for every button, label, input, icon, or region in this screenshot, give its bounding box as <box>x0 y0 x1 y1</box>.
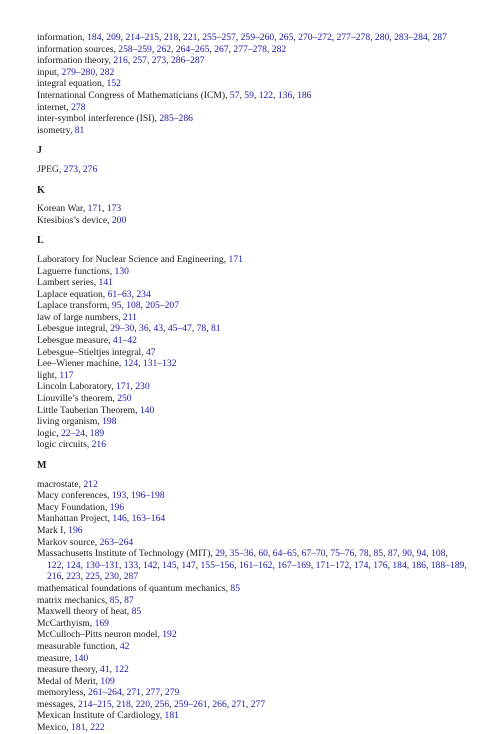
page-link[interactable]: 258–259 <box>118 43 152 55</box>
page-link[interactable]: 171–172 <box>315 559 350 571</box>
page-link[interactable]: 43 <box>153 323 164 335</box>
index-term: Medal of Merit, <box>37 675 101 687</box>
index-entry <box>37 335 467 347</box>
page-link[interactable]: 108 <box>431 548 446 560</box>
page-link[interactable]: 130 <box>114 265 129 277</box>
page-link[interactable]: 61–63 <box>107 288 132 300</box>
index-term: mathematical foundations of quantum mechanics, <box>37 582 231 594</box>
page-link[interactable]: 41–42 <box>112 335 137 347</box>
index-term: information theory, <box>37 55 114 67</box>
page-link[interactable]: 141 <box>98 277 113 289</box>
index-term: integral equation, <box>37 78 107 90</box>
index-entry <box>37 583 467 595</box>
page-link[interactable]: 277 <box>250 698 266 710</box>
index-term: law of large numbers, <box>37 311 123 323</box>
page-link[interactable]: 95 <box>111 300 122 312</box>
index-term: inter-symbol interference (ISI), <box>37 113 160 125</box>
page-link[interactable]: 181 <box>164 710 179 722</box>
page-link[interactable]: 22–24 <box>60 427 85 439</box>
page-link[interactable]: 222 <box>90 722 105 734</box>
index-term: logic, <box>37 427 61 439</box>
page-link[interactable]: 216 <box>47 571 62 583</box>
index-entry: Lebesgue integral, 29–30, 36, 43, 45–47, 78, 81 <box>37 323 221 335</box>
section-letter-l: L <box>37 235 44 247</box>
page-link[interactable]: 122 <box>258 89 274 101</box>
index-entry <box>37 113 467 125</box>
index-entry: messages, 214–215, 218, 220, 256, 259–261, 266, 271, 277 <box>37 698 266 710</box>
index-entry <box>37 653 467 665</box>
page-link[interactable]: 264–265 <box>175 43 210 55</box>
page-link[interactable]: 184 <box>392 559 407 571</box>
page-link[interactable]: 263–264 <box>99 536 134 548</box>
page-link[interactable]: 205–207 <box>145 300 180 312</box>
page-link[interactable]: 271 <box>231 698 246 710</box>
page-link[interactable]: 140 <box>139 404 155 416</box>
index-page <box>37 32 467 734</box>
index-entry <box>37 405 467 417</box>
index-entry: Korean War, 171, 173 <box>37 203 122 215</box>
page-link[interactable]: 29 <box>215 548 225 560</box>
page-link[interactable]: 59 <box>244 89 254 101</box>
index-term: Little Tauberian Theorem, <box>37 404 140 416</box>
index-term: measurable function, <box>37 640 120 652</box>
page-link[interactable]: 133 <box>123 559 139 571</box>
page-link[interactable]: 75–76 <box>330 548 355 560</box>
page-link[interactable]: 109 <box>100 675 115 687</box>
page-link[interactable]: 188–189 <box>430 559 465 571</box>
index-term: logic circuits, <box>37 439 92 451</box>
index-term: Ktesibios’s device, <box>37 214 112 226</box>
page-link[interactable]: 47 <box>145 346 156 358</box>
index-term: Laplace equation, <box>37 288 108 300</box>
page-link[interactable]: 271 <box>126 687 141 699</box>
index-term: Macy conferences, <box>37 490 112 502</box>
page-link[interactable]: 230 <box>135 381 150 393</box>
index-entry <box>37 479 467 491</box>
page-link[interactable]: 174 <box>354 559 369 571</box>
page-link[interactable]: 41 <box>100 664 110 676</box>
index-entry: matrix mechanics, 85, 87 <box>37 594 134 606</box>
page-link[interactable]: 193 <box>111 490 127 502</box>
index-term: JPEG, <box>37 163 64 175</box>
page-link[interactable]: 29–30 <box>110 323 135 335</box>
index-term: isometry, <box>37 124 75 136</box>
index-entry: Laplace equation, 61–63, 234 <box>37 288 151 300</box>
page-link[interactable]: 117 <box>59 369 74 381</box>
index-entry <box>37 629 467 641</box>
page-link[interactable]: 85 <box>373 548 384 560</box>
page-link[interactable]: 280 <box>374 32 390 43</box>
page-link[interactable]: 171 <box>87 203 103 215</box>
index-entry: Mexico, 181, 222 <box>37 722 105 734</box>
index-entry <box>37 125 467 137</box>
page-link[interactable]: 198 <box>102 416 117 428</box>
page-link[interactable]: 196 <box>68 524 83 536</box>
page-link[interactable]: 273 <box>151 55 167 67</box>
index-term: memoryless, <box>37 687 89 699</box>
page-link[interactable]: 167–169 <box>277 559 311 571</box>
index-term: Laguerre functions, <box>37 265 115 277</box>
page-link[interactable]: 276 <box>82 163 98 175</box>
index-entry: Manhattan Project, 146, 163–164 <box>37 513 166 525</box>
index-entry <box>37 416 467 428</box>
page-link[interactable]: 186 <box>297 89 312 101</box>
page-link[interactable]: 78 <box>196 323 207 335</box>
page-link[interactable]: 214–215 <box>78 698 112 710</box>
index-entry <box>37 266 467 278</box>
index-entry <box>37 254 467 266</box>
index-term: Mexican Institute of Cardiology, <box>37 710 165 722</box>
page-link[interactable]: 131–132 <box>142 358 177 370</box>
page-link[interactable]: 36 <box>139 323 149 335</box>
page-link[interactable]: 142 <box>142 559 158 571</box>
index-entry <box>37 102 467 114</box>
index-term: Lebesgue–Stieltjes integral, <box>37 346 146 358</box>
page-link[interactable]: 87 <box>387 548 398 560</box>
page-link[interactable]: 277 <box>145 687 161 699</box>
page-link[interactable]: 171 <box>116 381 131 393</box>
index-entry: input, 279–280, 282 <box>37 66 115 78</box>
index-entry <box>37 312 467 324</box>
index-term: Korean War, <box>37 203 88 215</box>
index-term: Manhattan Project, <box>37 513 113 525</box>
index-term: Mark I, <box>37 524 69 536</box>
index-term: living organism, <box>37 416 103 428</box>
index-entry: Lincoln Laboratory, 171, 230 <box>37 381 150 393</box>
page-link[interactable]: 278 <box>71 101 86 113</box>
index-entry: Lee–Wiener machine, 124, 131–132 <box>37 358 177 370</box>
index-term: Laboratory for Nuclear Science and Engineering, <box>37 253 229 265</box>
page-link[interactable]: 184 <box>87 32 102 43</box>
index-entry <box>37 641 467 653</box>
page-link[interactable]: 262 <box>156 43 172 55</box>
page-link[interactable]: 223 <box>66 571 81 583</box>
index-entry <box>37 347 467 359</box>
section-letter-j: J <box>37 145 42 157</box>
index-term: Markov source, <box>37 536 100 548</box>
page-link[interactable]: 146 <box>112 513 127 525</box>
index-entry <box>37 393 467 405</box>
page-link[interactable]: 176 <box>373 559 388 571</box>
index-entry <box>37 370 467 382</box>
index-term: information sources, <box>37 43 119 55</box>
page-link[interactable]: 287 <box>123 571 139 583</box>
section-letter-k: K <box>37 184 45 196</box>
index-entry: measure theory, 41, 122 <box>37 664 129 676</box>
index-term: measure theory, <box>37 664 101 676</box>
page-link[interactable]: 218 <box>163 32 179 43</box>
page-link[interactable]: 124 <box>66 559 81 571</box>
page-link[interactable]: 81 <box>74 124 85 136</box>
page-link[interactable]: 171 <box>228 253 243 265</box>
page-link[interactable]: 124 <box>123 358 139 370</box>
index-term: Liouville’s theorem, <box>37 393 118 405</box>
index-term: input, <box>37 66 62 78</box>
index-entry: JPEG, 273, 276 <box>37 163 98 175</box>
page-link[interactable]: 261–264 <box>88 687 122 699</box>
page-link[interactable]: 214–215 <box>125 32 160 43</box>
page-link[interactable]: 87 <box>124 594 134 606</box>
index-term: Lebesgue measure, <box>37 335 113 347</box>
page-link[interactable]: 90 <box>402 548 412 560</box>
index-entry <box>37 502 467 514</box>
index-entry <box>37 537 467 549</box>
page-link[interactable]: 85 <box>131 606 142 618</box>
page-link[interactable]: 85 <box>230 582 241 594</box>
index-term: macrostate, <box>37 478 84 490</box>
page-link[interactable]: 136 <box>277 89 293 101</box>
page-link[interactable]: 155–156 <box>200 559 235 571</box>
page-link[interactable]: 169 <box>94 617 109 629</box>
page-link[interactable]: 140 <box>73 652 89 664</box>
page-link[interactable]: 94 <box>416 548 427 560</box>
page-link[interactable]: 145 <box>162 559 177 571</box>
index-entry: Massachusetts Institute of Technology (MIT), 29, 35–36, 60, 64–65, 67–70, 75–76, 78, 85, 87, 90, 94, 108, 122, 124, 130–131, 133, 142, 145, 147, 155–156, 161–162, 167–169, 171–172, 174, 176, 184, 186, 188–189, 216, 223, 225, 230, 287 <box>37 548 467 583</box>
page-link[interactable]: 163–164 <box>131 513 166 525</box>
index-term: information, <box>37 32 88 43</box>
page-link[interactable]: 130–131 <box>85 559 119 571</box>
index-entry <box>37 676 467 688</box>
page-link[interactable]: 283–284 <box>394 32 428 43</box>
index-term: internet, <box>37 101 72 113</box>
page-link[interactable]: 196–198 <box>131 490 165 502</box>
page-link[interactable]: 122 <box>114 664 129 676</box>
page-link[interactable]: 265 <box>278 32 294 43</box>
page-link[interactable]: 161–162 <box>238 559 273 571</box>
page-link[interactable]: 287 <box>432 32 447 43</box>
index-entry <box>37 439 467 451</box>
page-link[interactable]: 225 <box>85 571 100 583</box>
page-link[interactable]: 259–260 <box>240 32 275 43</box>
index-term: Lincoln Laboratory, <box>37 381 117 393</box>
index-entry <box>37 606 467 618</box>
index-entry <box>37 277 467 289</box>
page-link[interactable]: 211 <box>122 311 137 323</box>
index-term: Laplace transform, <box>37 300 112 312</box>
index-term: Lambert series, <box>37 277 99 289</box>
page-link[interactable]: 173 <box>106 203 122 215</box>
page-link[interactable]: 60 <box>258 548 268 560</box>
page-link[interactable]: 257 <box>132 55 147 67</box>
page-link[interactable]: 186 <box>411 559 426 571</box>
page-link[interactable]: 273 <box>63 163 79 175</box>
page-link[interactable]: 221 <box>183 32 198 43</box>
index-entry <box>37 525 467 537</box>
index-entry: International Congress of Mathematicians (ICM), 57, 59, 122, 136, 186 <box>37 89 312 101</box>
index-entry <box>37 78 467 90</box>
page-link[interactable]: 209 <box>106 32 121 43</box>
page-link[interactable]: 196 <box>109 501 125 513</box>
index-term: Massachusetts Institute of Technology (MIT), <box>37 548 216 560</box>
page-link[interactable]: 259–261 <box>173 698 208 710</box>
index-term: McCulloch–Pitts neuron model, <box>37 629 163 641</box>
index-term: McCarthyism, <box>37 617 95 629</box>
page-link[interactable]: 189 <box>89 427 105 439</box>
page-link[interactable]: 147 <box>181 559 196 571</box>
index-term: messages, <box>37 698 79 710</box>
page-link[interactable]: 218 <box>116 698 131 710</box>
page-link[interactable]: 181 <box>71 722 86 734</box>
index-term: Lebesgue integral, <box>37 323 111 335</box>
page-link[interactable]: 277–278 <box>233 43 267 55</box>
page-link[interactable]: 78 <box>359 548 369 560</box>
index-entry: Laplace transform, 95, 108, 205–207 <box>37 300 180 312</box>
page-link[interactable]: 67–70 <box>301 548 326 560</box>
page-link[interactable]: 64–65 <box>272 548 297 560</box>
page-link[interactable]: 255–257 <box>202 32 236 43</box>
index-term: International Congress of Mathematicians (ICM), <box>37 89 230 101</box>
page-link[interactable]: 216 <box>113 55 128 67</box>
page-link[interactable]: 250 <box>117 393 132 405</box>
page-link[interactable]: 279 <box>164 687 180 699</box>
page-link[interactable]: 35–36 <box>229 548 254 560</box>
index-term: matrix mechanics, <box>37 594 110 606</box>
page-link[interactable]: 216 <box>91 439 107 451</box>
page-link[interactable]: 57 <box>229 89 240 101</box>
section-letter-m: M <box>37 460 47 471</box>
page-link[interactable]: 122 <box>47 559 62 571</box>
page-link[interactable]: 85 <box>109 594 120 606</box>
index-term: Macy Foundation, <box>37 501 110 513</box>
page-link[interactable]: 42 <box>119 640 130 652</box>
page-link[interactable]: 256 <box>154 698 170 710</box>
page-link[interactable]: 282 <box>99 66 115 78</box>
index-term: measure, <box>37 652 74 664</box>
page-link[interactable]: 230 <box>104 571 119 583</box>
page-link[interactable]: 285–286 <box>159 113 193 125</box>
page-link[interactable]: 212 <box>83 478 98 490</box>
page-link[interactable]: 266 <box>212 698 227 710</box>
page-link[interactable]: 267 <box>214 43 229 55</box>
page-link[interactable]: 279–280 <box>61 66 96 78</box>
index-entry: information theory, 216, 257, 273, 286–287 <box>37 55 205 67</box>
page-link[interactable]: 45–47 <box>167 323 192 335</box>
page-link[interactable]: 220 <box>135 698 150 710</box>
index-entry <box>37 215 467 227</box>
index-term: light, <box>37 369 60 381</box>
page-link[interactable]: 152 <box>106 78 121 90</box>
page-link[interactable]: 108 <box>126 300 141 312</box>
index-entry: Macy conferences, 193, 196–198 <box>37 490 165 502</box>
index-entry <box>37 618 467 630</box>
page-link[interactable]: 282 <box>271 43 287 55</box>
index-entry: information, 184, 209, 214–215, 218, 221, 255–257, 259–260, 265, 270–272, 277–278, 280, 283–284, 287 <box>37 32 447 43</box>
index-entry: information sources, 258–259, 262, 264–265, 267, 277–278, 282 <box>37 43 287 55</box>
page-link[interactable]: 234 <box>136 288 151 300</box>
index-term: Lee–Wiener machine, <box>37 358 124 370</box>
page-link[interactable]: 270–272 <box>298 32 332 43</box>
index-entry <box>37 710 467 722</box>
index-entry: memoryless, 261–264, 271, 277, 279 <box>37 687 180 699</box>
index-term: Maxwell theory of heat, <box>37 606 132 618</box>
page-link[interactable]: 81 <box>211 323 221 335</box>
page-link[interactable]: 200 <box>111 214 127 226</box>
page-link[interactable]: 286–287 <box>170 55 205 67</box>
index-entry: logic, 22–24, 189 <box>37 427 105 439</box>
page-link[interactable]: 277–278 <box>336 32 371 43</box>
page-link[interactable]: 192 <box>162 629 177 641</box>
index-term: Mexico, <box>37 722 72 734</box>
